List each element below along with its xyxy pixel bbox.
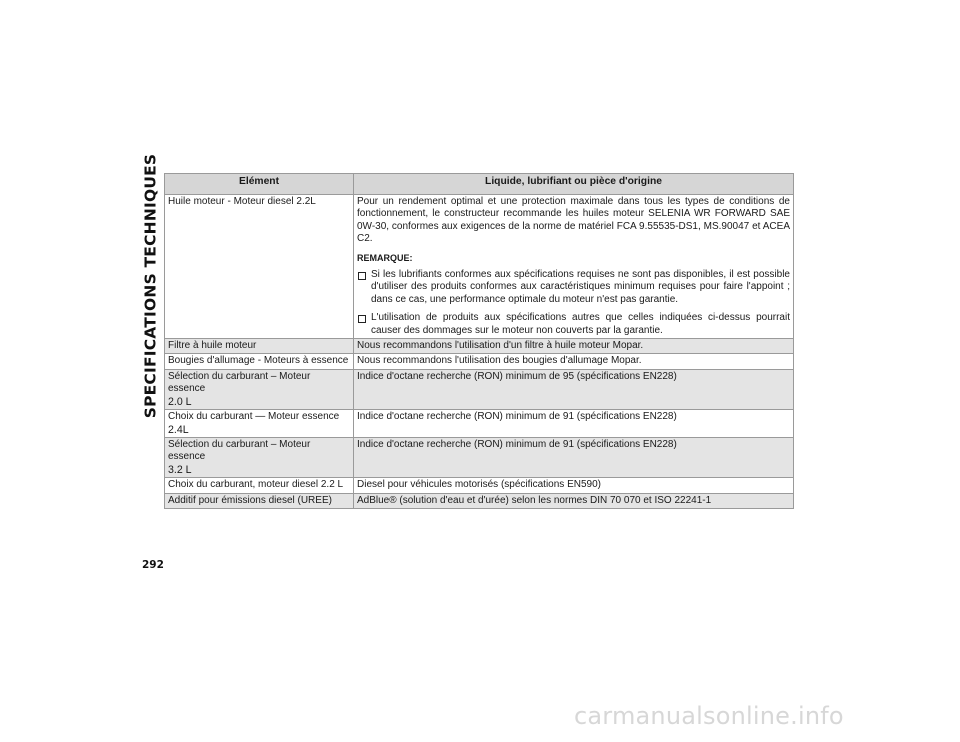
row-value: Indice d'octane recherche (RON) minimum de 95 (spécifications EN228) <box>354 369 794 409</box>
row-value <box>354 195 794 339</box>
column-header-liquid: Liquide, lubrifiant ou pièce d'origine <box>354 174 794 195</box>
page-number: 292 <box>142 559 164 571</box>
row-value: Nous recommandons l'utilisation d'un filtre à huile moteur Mopar. <box>354 339 794 354</box>
checkbox-square-icon <box>358 272 366 280</box>
table-row <box>165 493 794 508</box>
section-title: SPECIFICATIONS TECHNIQUES <box>141 153 159 419</box>
row-value: Nous recommandons l'utilisation des bougies d'allumage Mopar. <box>354 354 794 369</box>
table-row <box>165 410 794 438</box>
table-row <box>165 339 794 354</box>
row-element: Choix du carburant, moteur diesel 2.2 L <box>165 478 354 493</box>
row-element: Bougies d'allumage - Moteurs à essence <box>165 354 354 369</box>
row-value: Indice d'octane recherche (RON) minimum de 91 (spécifications EN228) <box>354 410 794 438</box>
note-label: REMARQUE: <box>357 252 413 263</box>
row-value: Diesel pour véhicules motorisés (spécifications EN590) <box>354 478 794 493</box>
engine-oil-recommendation: Pour un rendement optimal et une protection maximale dans tous les types de conditions de fonctionnement, le constructeur recommande les huiles moteur SELENIA WR FORWARD SAE 0W-30, conformes aux exigences de la norme de matériel FCA 9.55535-DS1, MS.90047 et ACEA C2. <box>357 196 790 245</box>
row-element: Choix du carburant — Moteur essence 2.4L <box>165 410 354 438</box>
table-row <box>165 354 794 369</box>
row-element: Additif pour émissions diesel (UREE) <box>165 493 354 508</box>
watermark: carmanualsonline.info <box>574 702 844 730</box>
table-header-row <box>165 174 794 195</box>
row-element: Sélection du carburant – Moteur essence 3.2 L <box>165 437 354 477</box>
checkbox-square-icon <box>358 315 366 323</box>
table-row <box>165 478 794 493</box>
note-bullet: Si les lubrifiants conformes aux spécifications requises ne sont pas disponibles, il est possible d'utiliser des produits conformes aux caractéristiques minimum requises pour faire l'appoint ; dans ce cas, une performance optimale du moteur n'est pas garantie. <box>357 269 790 306</box>
row-element: Huile moteur - Moteur diesel 2.2L <box>165 195 354 339</box>
table-row <box>165 437 794 477</box>
table-row <box>165 195 794 339</box>
note-bullet: L'utilisation de produits aux spécifications autres que celles indiquées ci-dessus pourrait causer des dommages sur le moteur non couverts par la garantie. <box>357 312 790 337</box>
column-header-element: Elément <box>165 174 354 195</box>
row-element: Sélection du carburant – Moteur essence 2.0 L <box>165 369 354 409</box>
table-row <box>165 369 794 409</box>
row-value: Indice d'octane recherche (RON) minimum de 91 (spécifications EN228) <box>354 437 794 477</box>
row-value: AdBlue® (solution d'eau et d'urée) selon les normes DIN 70 070 et ISO 22241-1 <box>354 493 794 508</box>
row-element: Filtre à huile moteur <box>165 339 354 354</box>
specifications-table <box>164 173 794 509</box>
